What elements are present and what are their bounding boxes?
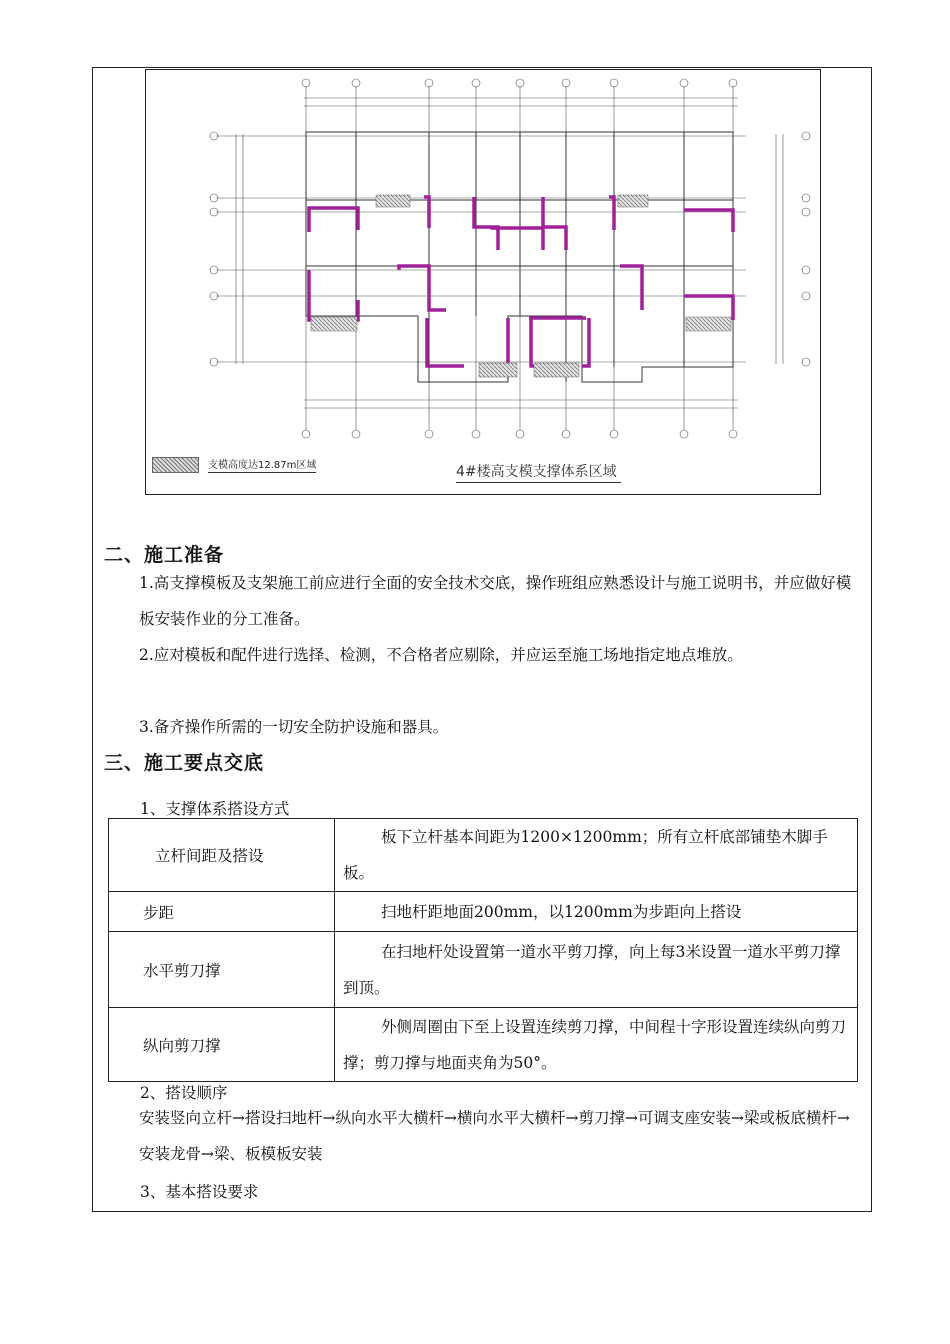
table-value-text: 板下立杆基本间距为1200×1200mm；所有立杆底部铺垫木脚手板。 [343, 828, 828, 882]
table-value [335, 819, 858, 892]
section2-item-2-text: 2.应对模板和配件进行选择、检测，不合格者应剔除，并应运至施工场地指定地点堆放。 [139, 646, 743, 664]
subheading-support-system: 1、支撑体系搭设方式 [140, 800, 290, 818]
subheading-requirements: 3、基本搭设要求 [140, 1183, 259, 1201]
legend-label: 支模高度达12.87m区域 [208, 456, 316, 473]
support-spec-table [108, 818, 858, 1082]
floor-plan-drawing [145, 69, 821, 495]
section2-heading: 二、施工准备 [104, 544, 225, 566]
high-formwork-zones [311, 195, 731, 377]
shear-walls [309, 197, 733, 366]
legend-hatch-swatch [152, 457, 199, 473]
slab-outline [306, 132, 733, 382]
table-value [335, 892, 858, 932]
table-key: 水平剪刀撑 [109, 932, 335, 1008]
table-value-text: 在扫地杆处设置第一道水平剪刀撑，向上每3米设置一道水平剪刀撑到顶。 [343, 942, 841, 997]
floor-plan-svg [146, 70, 819, 493]
section2-item-1-text: 1.高支撑模板及支架施工前应进行全面的安全技术交底，操作班组应熟悉设计与施工说明书，并应做好模板安装作业的分工准备。 [139, 574, 852, 628]
table-row [109, 892, 858, 932]
drawing-title: 4#楼高支模支撑体系区域 [456, 461, 621, 483]
subheading-sequence: 2、搭设顺序 [140, 1084, 228, 1102]
table-row [109, 819, 858, 892]
table-row [109, 932, 858, 1008]
axis-grid [210, 79, 810, 438]
table-value [335, 1008, 858, 1082]
table-row [109, 1008, 858, 1082]
section2-item-2 [104, 637, 862, 673]
sequence-paragraph [104, 1100, 864, 1172]
section3-heading: 三、施工要点交底 [104, 752, 265, 774]
section2-item-1 [104, 565, 862, 637]
table-value-text: 外侧周圈由下至上设置连续剪刀撑，中间程十字形设置连续纵向剪刀撑；剪刀撑与地面夹角为50°。 [343, 1017, 847, 1072]
table-value-text: 扫地杆距地面200mm，以1200mm为步距向上搭设 [381, 902, 742, 921]
table-value [335, 932, 858, 1008]
section2-item-3-text: 3.备齐操作所需的一切安全防护设施和器具。 [139, 718, 449, 736]
table-key: 步距 [109, 892, 335, 932]
table-key: 纵向剪刀撑 [109, 1008, 335, 1082]
sequence-text: 安装竖向立杆→搭设扫地杆→纵向水平大横杆→横向水平大横杆→剪刀撑→可调支座安装→梁或板底横杆→安装龙骨→梁、板模板安装 [139, 1109, 850, 1163]
section2-item-3 [104, 709, 862, 745]
table-key: 立杆间距及搭设 [109, 819, 335, 892]
